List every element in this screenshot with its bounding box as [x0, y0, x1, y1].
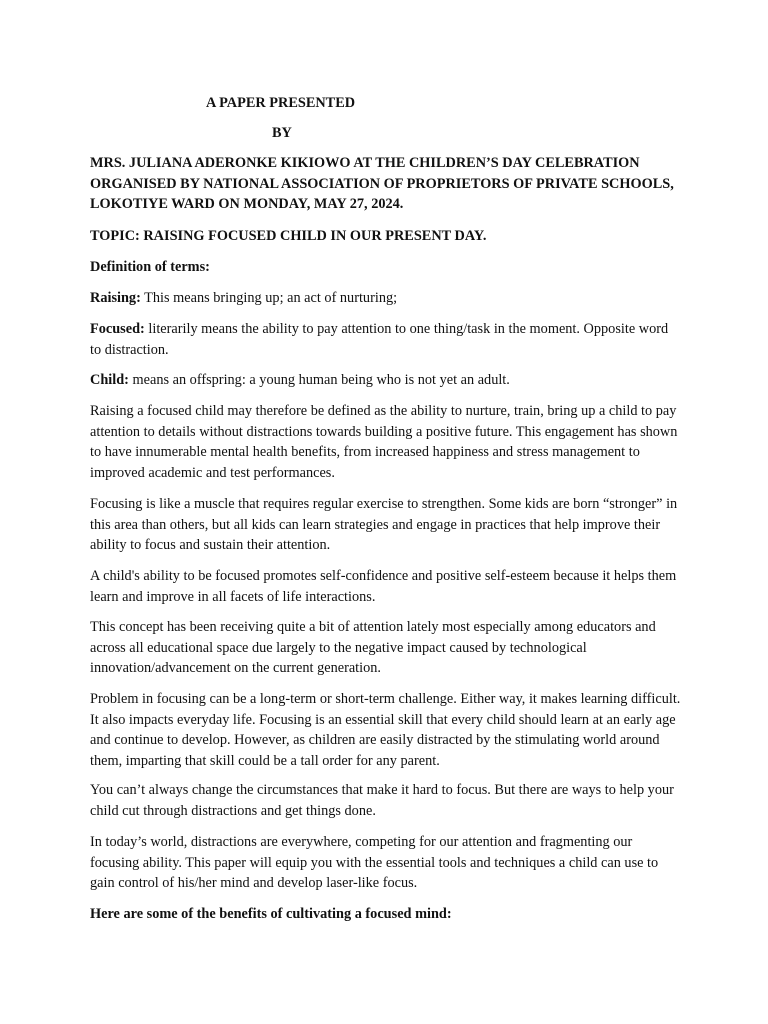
presenter-block: MRS. JULIANA ADERONKE KIKIOWO AT THE CHILDREN’S DAY CELEBRATION ORGANISED BY NATIONAL ASSOCIATION OF PROPRIETORS OF PRIVATE SCHOOLS, LOKOTIYE WARD ON MONDAY, MAY 27, 2024.: [90, 155, 674, 213]
header-line-by: BY: [272, 125, 292, 141]
definition-text: literarily means the ability to pay attention to one thing/task in the moment. Opposite word to distraction.: [90, 321, 669, 358]
paragraph: Raising a focused child may therefore be defined as the ability to nurture, train, bring up a child to pay attention to details without distractions towards building a positive future. This engagement has shown to have innumerable mental health benefits, from increased happiness and stress management to improved academic and test performances.: [90, 403, 678, 481]
definition-term: Child:: [90, 372, 129, 388]
definition-raising: [90, 288, 682, 309]
definition-term: Raising:: [90, 290, 141, 306]
definition-text: This means bringing up; an act of nurturing;: [140, 290, 398, 306]
definitions-heading: Definition of terms:: [90, 259, 210, 275]
paragraph: A child's ability to be focused promotes self-confidence and positive self-esteem because it helps them learn and improve in all facets of life interactions.: [90, 568, 677, 605]
benefits-heading: Here are some of the benefits of cultivating a focused mind:: [90, 906, 452, 922]
definition-focused: [90, 319, 682, 360]
definition-text: means an offspring: a young human being who is not yet an adult.: [128, 372, 510, 388]
topic-heading: TOPIC: RAISING FOCUSED CHILD IN OUR PRESENT DAY.: [90, 228, 487, 244]
definition-child: [90, 370, 682, 391]
definition-term: Focused:: [90, 321, 145, 337]
header-line-paper-presented: A PAPER PRESENTED: [206, 95, 356, 111]
paragraph: You can’t always change the circumstances that make it hard to focus. But there are ways to help your child cut through distractions and get things done.: [90, 782, 674, 819]
paragraph: Problem in focusing can be a long-term or short-term challenge. Either way, it makes learning difficult. It also impacts everyday life. Focusing is an essential skill that every child should learn at an early age and continue to develop. However, as children are easily distracted by the stimulating world around them, imparting that skill could be a tall order for any parent.: [90, 691, 681, 769]
paragraph: In today’s world, distractions are everywhere, competing for our attention and fragmenting our focusing ability. This paper will equip you with the essential tools and techniques a child can use to gain control of his/her mind and develop laser-like focus.: [90, 834, 659, 892]
paragraph: Focusing is like a muscle that requires regular exercise to strengthen. Some kids are born “stronger” in this area than others, but all kids can learn strategies and engage in practices that help improve their ability to focus and sustain their attention.: [90, 496, 678, 554]
paragraph: This concept has been receiving quite a bit of attention lately most especially among educators and across all educational space due largely to the negative impact caused by technological innovation/advancement on the current generation.: [90, 619, 656, 677]
